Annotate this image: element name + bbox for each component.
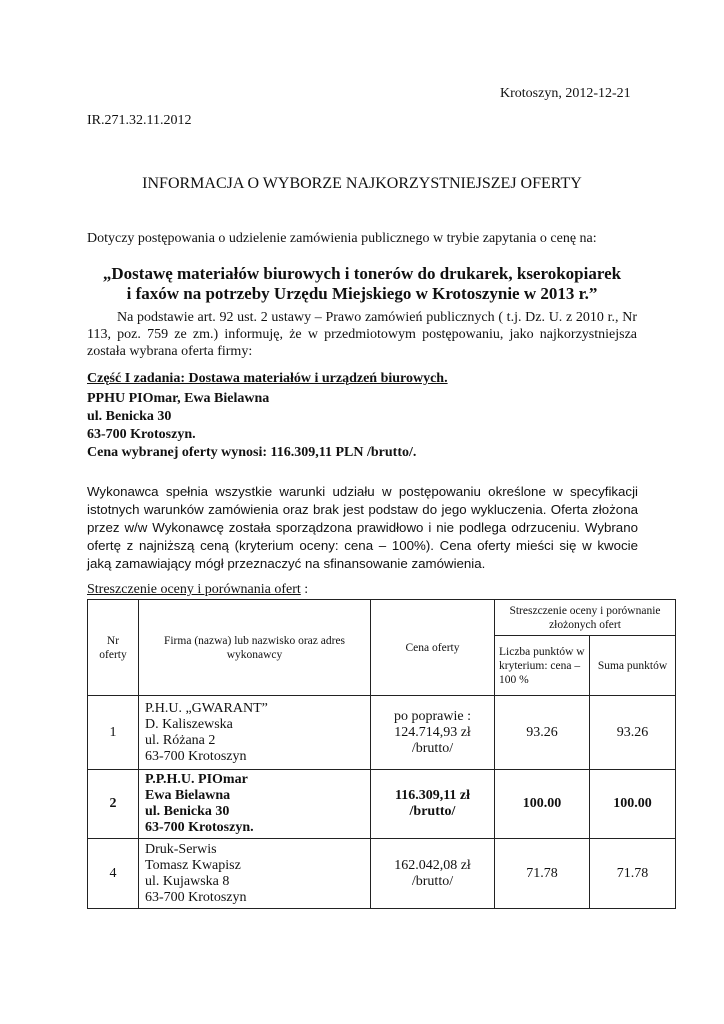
offers-table [87, 599, 676, 909]
row-points: 93.26 [495, 696, 590, 770]
summary-title [87, 582, 308, 598]
row-price [371, 696, 495, 770]
reference-number: IR.271.32.11.2012 [87, 113, 192, 128]
firm-line: 63-700 Krotoszyn [145, 748, 247, 764]
row-price [371, 839, 495, 909]
row-sum: 93.26 [590, 696, 676, 770]
header-sum: Suma punktów [590, 636, 676, 696]
row-sum: 71.78 [590, 839, 676, 909]
price-line: /brutto/ [409, 804, 456, 819]
selected-price: Cena wybranej oferty wynosi: 116.309,11 PLN /brutto/. [87, 445, 417, 460]
firm-line: Druk-Serwis [145, 841, 217, 857]
firm-line: 63-700 Krotoszyn [145, 889, 247, 905]
row-nr: 2 [88, 770, 139, 839]
selected-street: ul. Benicka 30 [87, 409, 172, 424]
header-group: Streszczenie oceny i porównanie złożonych ofert [495, 600, 676, 636]
firm-line: ul. Kujawska 8 [145, 873, 230, 889]
firm-line: ul. Różana 2 [145, 732, 216, 748]
row-price [371, 770, 495, 839]
header-firm: Firma (nazwa) lub nazwisko oraz adres wykonawcy [139, 600, 371, 696]
firm-line: Tomasz Kwapisz [145, 857, 241, 873]
price-line: po poprawie : [394, 708, 471, 724]
table-row [88, 696, 676, 770]
legal-basis [87, 309, 637, 360]
selected-offer [87, 390, 416, 462]
price-line: 124.714,93 zł [394, 724, 471, 740]
subject-line-2: i faxów na potrzeby Urzędu Miejskiego w Krotoszynie w 2013 r.” [126, 284, 598, 303]
table-row [88, 770, 676, 839]
table-header-row [88, 600, 676, 636]
legal-basis-text: Na podstawie art. 92 ust. 2 ustawy – Prawo zamówień publicznych ( t.j. Dz. U. z 2010 r., Nr 113, poz. 759 ze zm.) informuję, że w przedmiotowym postępowaniu, jako najkorzystniejsza została wybrana oferta firmy: [87, 310, 637, 359]
row-sum: 100.00 [590, 770, 676, 839]
firm-line: P.H.U. „GWARANT” [145, 700, 268, 716]
price-line: /brutto/ [411, 873, 454, 889]
summary-title-text: Streszczenie oceny i porównania ofert [87, 582, 301, 597]
header-nr: Nr oferty [88, 600, 139, 696]
firm-line: D. Kaliszewska [145, 716, 233, 732]
justification-text: Wykonawca spełnia wszystkie warunki udziału w postępowaniu określone w specyfikacji istotnych warunków zamówienia oraz brak jest podstaw do jego wykluczenia. Oferta złożona przez w/w Wykonawcę została sporządzona prawidłowo i nie podlega odrzuceniu. Wybrano ofertę z najniższą ceną (kryterium oceny: cena – 100%). Cena oferty mieści się w kwocie jaką zamawiający mógł przeznaczyć na sfinansowanie zamówienia. [87, 484, 638, 571]
header-price: Cena oferty [371, 600, 495, 696]
firm-line: P.P.H.U. PIOmar [145, 772, 248, 787]
row-firm [139, 839, 371, 909]
row-points: 71.78 [495, 839, 590, 909]
selected-company: PPHU PIOmar, Ewa Bielawna [87, 391, 270, 406]
procurement-subject [87, 264, 637, 304]
row-firm [139, 770, 371, 839]
place-date: Krotoszyn, 2012-12-21 [500, 86, 631, 101]
price-line: /brutto/ [411, 740, 454, 756]
firm-line: 63-700 Krotoszyn. [145, 820, 254, 835]
header-criterion: Liczba punktów w kryterium: cena – 100 % [495, 636, 590, 696]
firm-line: Ewa Bielawna [145, 788, 231, 803]
document-title: INFORMACJA O WYBORZE NAJKORZYSTNIEJSZEJ OFERTY [142, 175, 582, 192]
row-nr: 1 [88, 696, 139, 770]
summary-title-suffix: : [300, 582, 309, 597]
table-row [88, 839, 676, 909]
firm-line: ul. Benicka 30 [145, 804, 230, 819]
row-firm [139, 696, 371, 770]
row-nr: 4 [88, 839, 139, 909]
row-points: 100.00 [495, 770, 590, 839]
price-line: 162.042,08 zł [394, 857, 471, 873]
intro-text: Dotyczy postępowania o udzielenie zamówienia publicznego w trybie zapytania o cenę na: [87, 231, 597, 246]
price-line: 116.309,11 zł [394, 788, 471, 803]
selected-city: 63-700 Krotoszyn. [87, 427, 196, 442]
part-heading: Część I zadania: Dostawa materiałów i urządzeń biurowych. [87, 371, 448, 386]
subject-line-1: „Dostawę materiałów biurowych i tonerów do drukarek, kserokopiarek [102, 264, 622, 283]
